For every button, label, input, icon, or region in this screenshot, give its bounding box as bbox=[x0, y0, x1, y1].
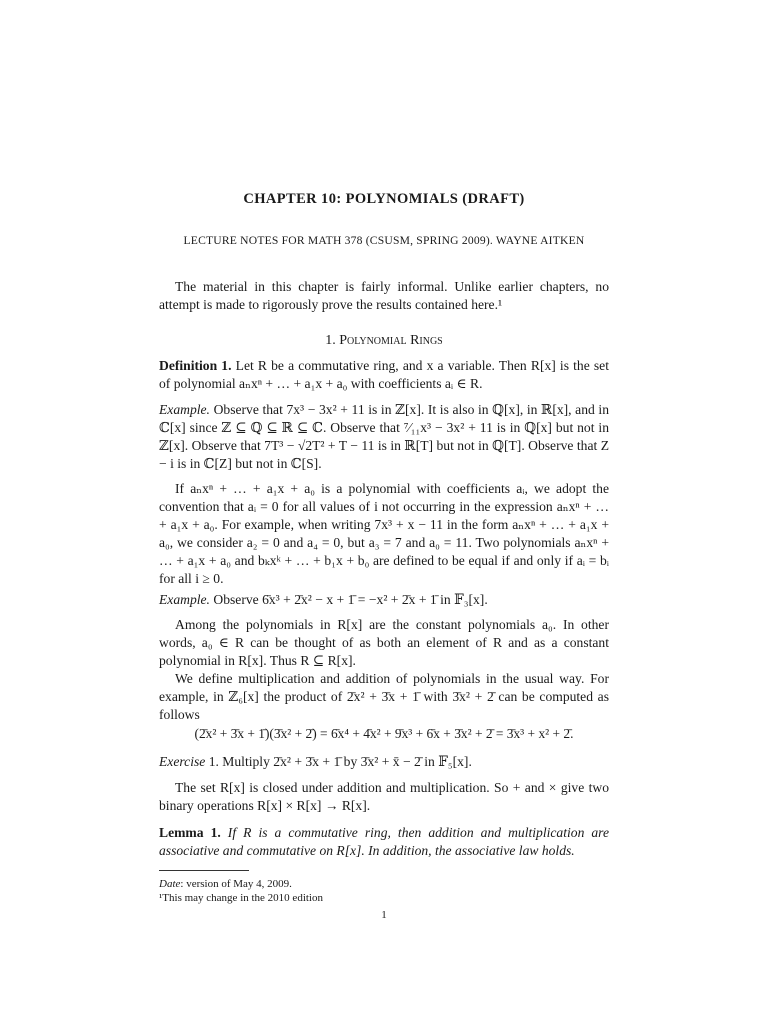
convention-paragraph: If aₙxⁿ + … + a₁x + a₀ is a polynomial with coefficients aᵢ, we adopt the convention that aᵢ = 0 for all values of i not occurring in the expression aₙxⁿ + … + a₁x + a₀. For example, when writing 7x³ + x − 11 in the form aₙxⁿ + … + a₁x + a₀, we consider a₂ = 0 and a₄ = 0, but a₃ = 7 and a₀ = 11. Two polynomials aₙxⁿ + … + a₁x + a₀ and bₖxᵏ + … + b₁x + b₀ are defined to be equal if and only if aᵢ = bᵢ for all i ≥ 0. bbox=[159, 481, 609, 586]
exercise-label: Exercise bbox=[159, 754, 206, 769]
example-1-label: Example. bbox=[159, 402, 210, 417]
footnote-rule bbox=[159, 870, 249, 871]
lemma-paragraph bbox=[159, 824, 609, 860]
footnote-1: ¹This may change in the 2010 edition bbox=[159, 892, 323, 904]
definition-paragraph bbox=[159, 357, 609, 393]
definition-text: Let R be a commutative ring, and x a variable. Then R[x] is the set of polynomial aₙxⁿ + … + a₁x + a₀ with coefficients aᵢ ∈ R. bbox=[159, 358, 609, 391]
example-2-block bbox=[159, 591, 609, 609]
example-2-text: Observe 6̄x³ + 2̄x² − x + 1̄ = −x² + 2̄x + 1̄ in 𝔽₃[x]. bbox=[213, 592, 488, 607]
exercise-text: 1. Multiply 2̄x² + 3̄x + 1̄ by 3̄x² + x̄ − 2̄ in 𝔽₅[x]. bbox=[208, 754, 472, 769]
exercise-paragraph bbox=[159, 753, 609, 771]
example-1-paragraph bbox=[159, 401, 609, 473]
footnote-date-label: Date bbox=[159, 878, 181, 890]
equation-block bbox=[159, 725, 609, 743]
page-number: 1 bbox=[381, 909, 387, 921]
example-1-block bbox=[159, 401, 609, 473]
chapter-title: CHAPTER 10: POLYNOMIALS (DRAFT) bbox=[243, 191, 525, 207]
lemma-text: If R is a commutative ring, then addition and multiplication are associative and commutative on R[x]. In addition, the associative law holds. bbox=[159, 825, 610, 858]
intro-block bbox=[159, 278, 609, 314]
closed-block bbox=[159, 779, 609, 815]
example-1-text: Observe that 7x³ − 3x² + 11 is in ℤ[x]. It is also in ℚ[x], in ℝ[x], and in ℂ[x] since ℤ ⊆ ℚ ⊆ ℝ ⊆ ℂ. Observe that ⁷⁄₁₁x³ − 3x² + 11 is in ℚ[x] but not in ℤ[x]. Observe that 7T³ − √2T² + T − 11 is in ℝ[T] but not in ℚ[T]. Observe that Z − i is in ℂ[Z] but not in ℂ[S]. bbox=[159, 402, 609, 471]
footnote-date-text: : version of May 4, 2009. bbox=[180, 878, 292, 890]
lecture-subtitle: LECTURE NOTES FOR MATH 378 (CSUSM, SPRING 2009). WAYNE AITKEN bbox=[183, 234, 585, 247]
constant-paragraph: Among the polynomials in R[x] are the constant polynomials a₀. In other words, a₀ ∈ R can be thought of as both an element of R and as a constant polynomial in R[x]. Thus R ⊆ R[x]. bbox=[159, 617, 609, 668]
example-2-label: Example. bbox=[159, 592, 210, 607]
definition-label: Definition 1. bbox=[159, 358, 232, 373]
convention-block bbox=[159, 480, 609, 588]
lemma-label: Lemma 1. bbox=[159, 825, 221, 840]
definition-block bbox=[159, 357, 609, 393]
section-heading: 1. Polynomial Rings bbox=[325, 333, 443, 348]
footnote-date bbox=[159, 877, 609, 891]
example-2-paragraph bbox=[159, 591, 609, 609]
exercise-block bbox=[159, 753, 609, 771]
constant-block bbox=[159, 616, 609, 724]
intro-paragraph: The material in this chapter is fairly informal. Unlike earlier chapters, no attempt is made to rigorously prove the results contained here.¹ bbox=[159, 279, 609, 312]
lemma-block bbox=[159, 824, 609, 860]
closed-paragraph: The set R[x] is closed under addition and multiplication. So + and × give two binary operations R[x] × R[x] → R[x]. bbox=[159, 780, 609, 813]
multiply-paragraph: We define multiplication and addition of polynomials in the usual way. For example, in ℤ₆[x] the product of 2̄x² + 3̄x + 1̄ with 3̄x² + 2̄ can be computed as follows bbox=[159, 671, 609, 722]
product-equation: (2̄x² + 3̄x + 1̄)(3̄x² + 2̄) = 6̄x⁴ + 4̄x² + 9̄x³ + 6̄x + 3̄x² + 2̄ = 3̄x³ + x² + 2̄. bbox=[194, 726, 574, 741]
